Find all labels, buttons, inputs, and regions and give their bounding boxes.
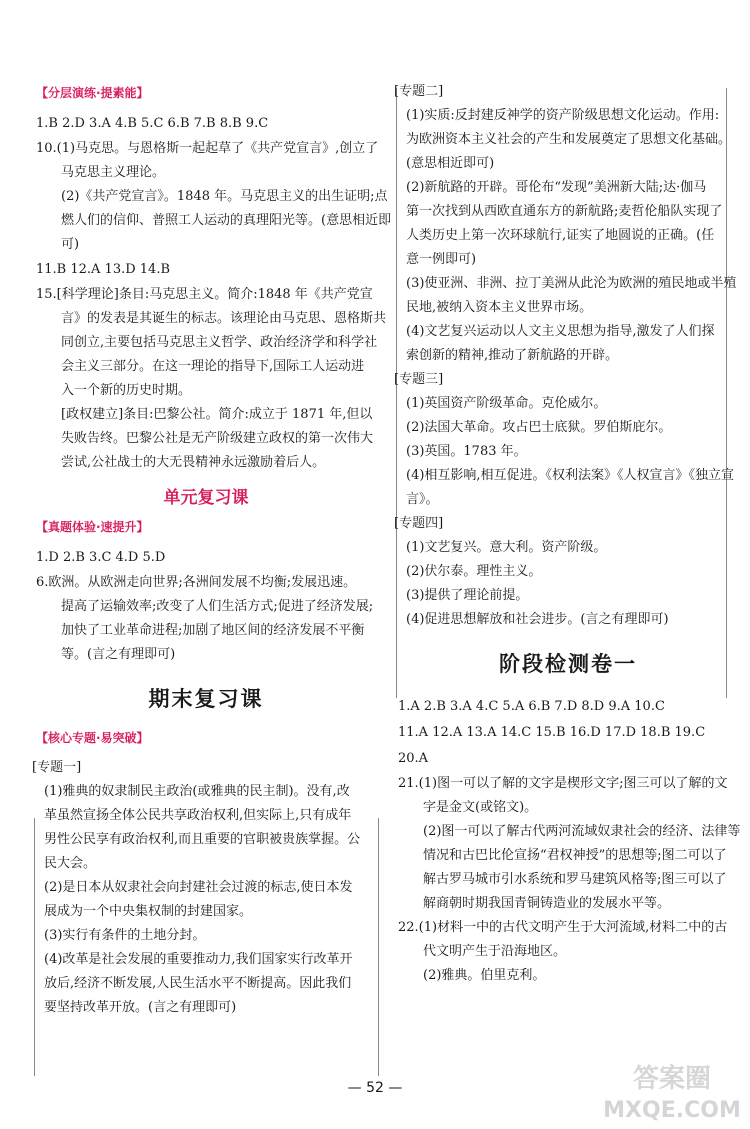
answer-line: 11.B 12.A 13.D 14.B xyxy=(36,262,171,277)
answer-line: 1.B 2.D 3.A 4.B 5.C 6.B 7.B 8.B 9.C xyxy=(36,116,269,131)
answer-line: (3)使亚洲、非洲、拉丁美洲从此沦为欧洲的殖民地或半殖 xyxy=(406,276,737,291)
watermark-url: MXQE.COM xyxy=(603,1098,741,1123)
answer-line: (1)实质:反封建反神学的资产阶级思想文化运动。作用: xyxy=(406,108,720,123)
answer-line: 解商朝时期我国青铜铸造业的发展水平等。 xyxy=(423,896,671,911)
section-tag-practice: 【分层演练·提素能】 xyxy=(36,86,149,100)
answer-line: 民大会。 xyxy=(44,856,97,871)
answer-line: 可) xyxy=(61,237,80,252)
watermark-logo xyxy=(600,1055,745,1125)
answer-line: 11.A 12.A 13.A 14.C 15.B 16.D 17.D 18.B 19.C xyxy=(398,725,706,740)
answer-line: 等。(言之有理即可) xyxy=(61,647,176,662)
answer-line: (1)雅典的奴隶制民主政治(或雅典的民主制)。没有,改 xyxy=(44,784,350,799)
answer-line: 20.A xyxy=(398,751,429,766)
answer-line: (3)实行有条件的土地分封。 xyxy=(44,928,206,943)
answer-line: 1.A 2.B 3.A 4.C 5.A 6.B 7.D 8.D 9.A 10.C xyxy=(398,699,665,714)
answer-line: 同创立,主要包括马克思主义哲学、政治经济学和科学社 xyxy=(61,335,378,350)
answer-line: 会主义三部分。在这一理论的指导下,国际工人运动进 xyxy=(61,359,365,374)
right-column xyxy=(394,80,741,988)
answer-line: 字是金文(或铭文)。 xyxy=(423,800,538,815)
answer-line: 提高了运输效率;改变了人们生活方式;促进了经济发展; xyxy=(61,599,374,614)
section-title-final-review: 期末复习课 xyxy=(148,687,264,711)
answer-line: (1)文艺复兴。意大利。资产阶级。 xyxy=(406,540,607,555)
section-tag-core: 【核心专题·易突破】 xyxy=(36,731,149,745)
answer-line: (4)改革是社会发展的重要推动力,我们国家实行改革开 xyxy=(44,952,353,967)
left-column xyxy=(32,80,392,1020)
answer-line: 男性公民享有政治权利,而且重要的官职被贵族掌握。公 xyxy=(44,832,361,847)
answer-line: (1)英国资产阶级革命。克伦威尔。 xyxy=(406,396,607,411)
answer-line: (2)是日本从奴隶社会向封建社会过渡的标志,使日本发 xyxy=(44,880,353,895)
answer-line: 民地,被纳入资本主义世界市场。 xyxy=(406,300,593,315)
topic-label: [专题一] xyxy=(32,760,82,775)
answer-line: 索创新的精神,推动了新航路的开辟。 xyxy=(406,348,619,363)
answer-line: 人类历史上第一次环球航行,证实了地圆说的正确。(任 xyxy=(406,228,715,243)
answer-line: (2)图一可以了解古代两河流域奴隶社会的经济、法律等 xyxy=(423,824,741,839)
answer-line: 展成为一个中央集权制的封建国家。 xyxy=(44,904,253,919)
section-heading-unit-review: 单元复习课 xyxy=(163,488,249,508)
section-tag-exam: 【真题体验·速提升】 xyxy=(36,520,149,534)
answer-line: (2)《共产党宣言》。1848 年。马克思主义的出生证明;点 xyxy=(61,189,388,204)
answer-line: 尝试,公社战士的大无畏精神永远激励着后人。 xyxy=(61,455,326,470)
answer-line: (2)新航路的开辟。哥伦布“发现”美洲新大陆;达·伽马 xyxy=(406,180,707,195)
answer-line: 解古罗马城市引水系统和罗马建筑风格等;图三可以了 xyxy=(423,872,727,887)
answer-line: (4)相互影响,相互促进。《权利法案》《人权宣言》《独立宣 xyxy=(406,468,735,483)
answer-line: 21.(1)图一可以了解的文字是楔形文字;图三可以了解的文 xyxy=(398,776,728,791)
answer-line: 10.(1)马克思。与恩格斯一起起草了《共产党宣言》,创立了 xyxy=(36,141,379,156)
answer-line: 燃人们的信仰、普照工人运动的真理阳光等。(意思相近即 xyxy=(61,213,392,228)
answer-line: (4)文艺复兴运动以人文主义思想为指导,激发了人们探 xyxy=(406,324,715,339)
page-number: — 52 — xyxy=(347,1080,403,1096)
answer-line: 15.[科学理论]条目:马克思主义。简介:1848 年《共产党宣 xyxy=(36,287,373,302)
answer-line: 第一次找到从西欧直通东方的新航路;麦哲伦船队实现了 xyxy=(406,204,723,219)
topic-label: [专题四] xyxy=(394,516,444,531)
answer-line: 革虽然宣扬全体公民共享政治权利,但实际上,只有成年 xyxy=(44,808,352,823)
answer-line: (2)伏尔泰。理性主义。 xyxy=(406,564,542,579)
topic-label: [专题三] xyxy=(394,372,444,387)
answer-line: 6.欧洲。从欧洲走向世界;各洲间发展不均衡;发展迅速。 xyxy=(36,575,357,590)
answer-line: 要坚持改革开放。(言之有理即可) xyxy=(44,1000,237,1015)
answer-line: 入一个新的历史时期。 xyxy=(61,383,192,398)
answer-line: 为欧洲资本主义社会的产生和发展奠定了思想文化基础。 xyxy=(406,132,732,147)
column-rule xyxy=(396,88,397,698)
answer-line: (2)法国大革命。攻占巴士底狱。罗伯斯庇尔。 xyxy=(406,420,672,435)
answer-line: 1.D 2.B 3.C 4.D 5.D xyxy=(36,550,166,565)
answer-line: 22.(1)材料一中的古代文明产生于大河流域,材料二中的古 xyxy=(398,920,728,935)
answer-line: [政权建立]条目:巴黎公社。简介:成立于 1871 年,但以 xyxy=(61,407,373,422)
answer-line: (意思相近即可) xyxy=(406,156,495,171)
answer-line: 马克思主义理论。 xyxy=(61,165,166,180)
answer-line: (2)雅典。伯里克利。 xyxy=(423,968,546,983)
answer-line: (3)英国。1783 年。 xyxy=(406,444,527,459)
answer-line: (3)提供了理论前提。 xyxy=(406,588,529,603)
answer-line: 加快了工业革命进程;加剧了地区间的经济发展不平衡 xyxy=(61,623,365,638)
answer-line: 言》的发表是其诞生的标志。该理论由马克思、恩格斯共 xyxy=(61,311,387,326)
section-title-stage-test: 阶段检测卷一 xyxy=(499,652,637,676)
answer-line: (4)促进思想解放和社会进步。(言之有理即可) xyxy=(406,612,669,627)
column-rule xyxy=(34,818,35,1076)
answer-line: 代文明产生于沿海地区。 xyxy=(423,944,567,959)
answer-line: 情况和古巴比伦宣扬“君权神授”的思想等;图二可以了 xyxy=(423,848,727,863)
column-rule xyxy=(378,818,379,1076)
topic-label: [专题二] xyxy=(394,84,444,99)
answer-line: 言》。 xyxy=(406,492,439,507)
answer-line: 放后,经济不断发展,人民生活水平不断提高。因此我们 xyxy=(44,976,352,991)
answer-line: 失败告终。巴黎公社是无产阶级建立政权的第一次伟大 xyxy=(61,431,374,446)
watermark-text: 答案圈 xyxy=(632,1064,712,1094)
answer-line: 意一例即可) xyxy=(406,252,477,267)
